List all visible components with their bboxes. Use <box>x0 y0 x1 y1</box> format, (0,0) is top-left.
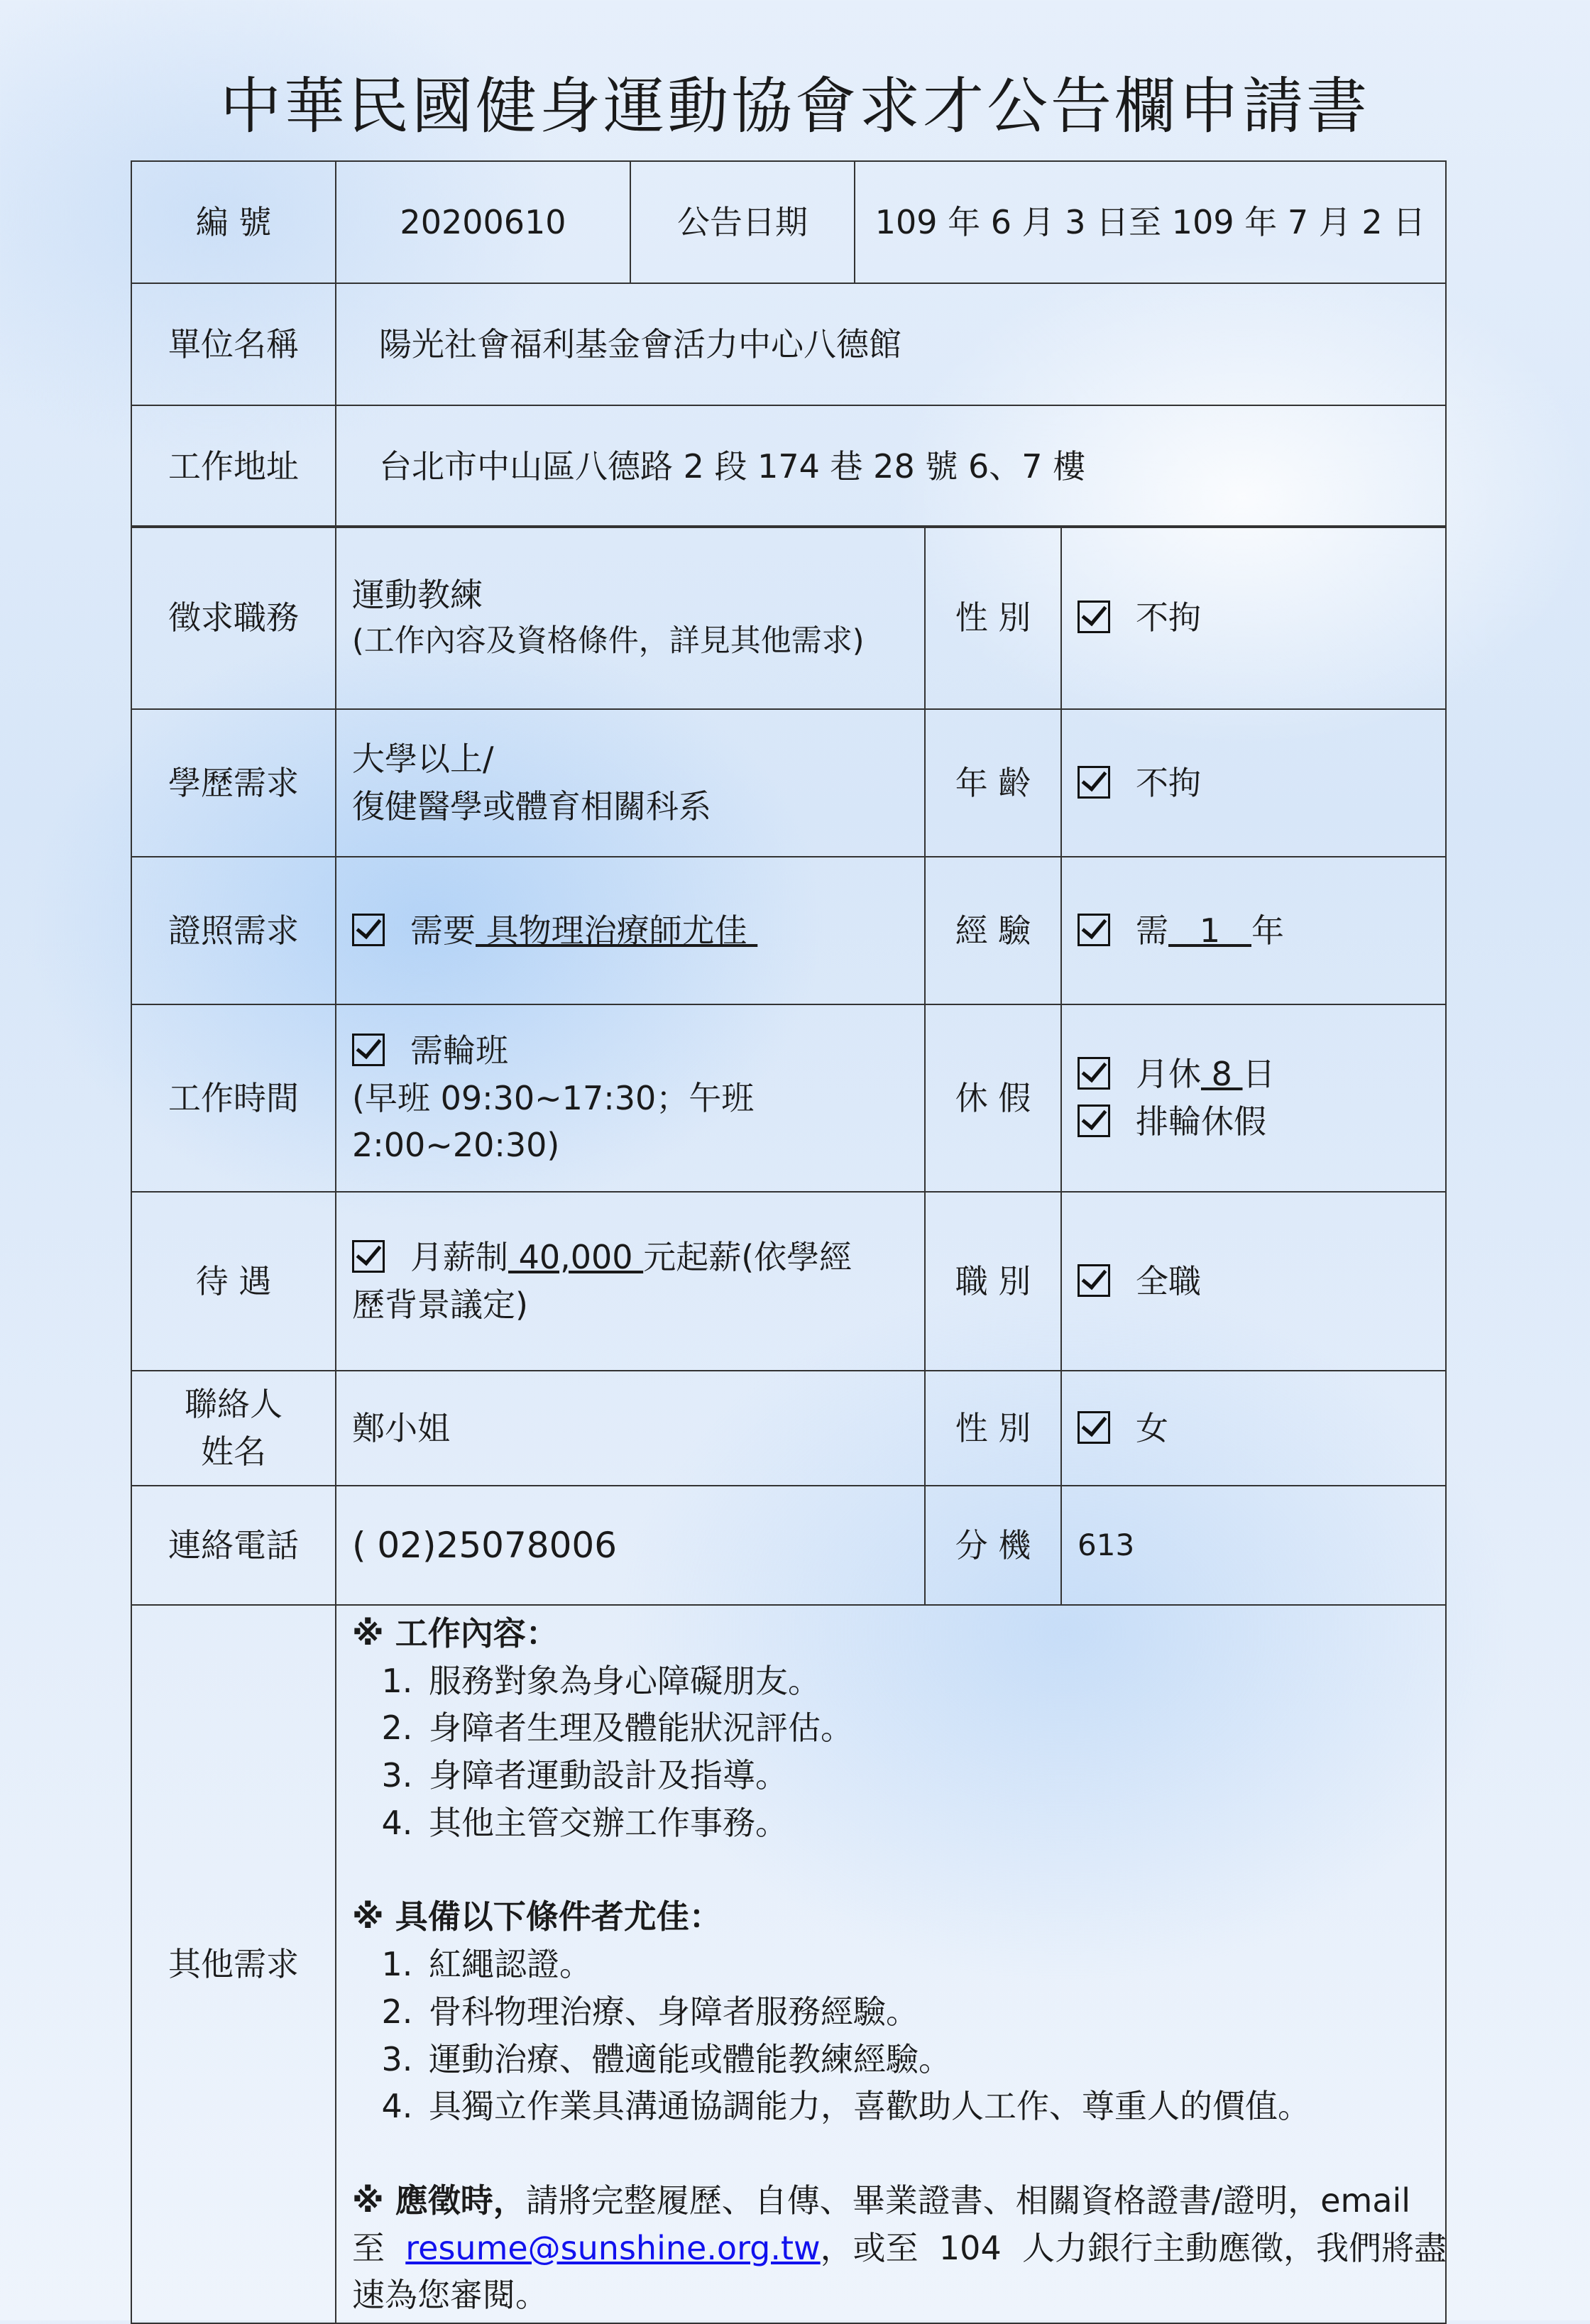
row-unit-name <box>131 283 1446 405</box>
row-phone <box>131 1486 1446 1605</box>
page-title: 中華民國健身運動協會求才公告欄申請書 <box>220 71 1370 142</box>
row-contact <box>131 1371 1446 1486</box>
salary-line2: 歷背景議定) <box>352 1286 528 1324</box>
leave-monthly-suffix: 日 <box>1242 1055 1276 1094</box>
label-work-address: 工作地址 <box>131 405 336 527</box>
preferred-heading: ※ 具備以下條件者尤佳： <box>352 1897 722 1936</box>
row-position <box>131 526 1446 709</box>
label-license: 證照需求 <box>131 857 336 1004</box>
label-salary: 待 遇 <box>131 1192 336 1371</box>
checkbox-checked-icon[interactable] <box>1078 1057 1110 1090</box>
list-item: 1. 服務對象為身心障礙朋友。 <box>423 1657 1430 1705</box>
value-education <box>336 709 925 857</box>
job-content-heading: ※ 工作內容： <box>352 1614 559 1652</box>
checkbox-checked-icon[interactable] <box>352 914 385 946</box>
row-other <box>131 1605 1446 2323</box>
checkbox-checked-icon[interactable] <box>1078 1411 1110 1444</box>
label-gender: 性 別 <box>925 526 1061 709</box>
value-unit-name: 陽光社會福利基金會活力中心八德館 <box>336 283 1446 405</box>
label-leave: 休 假 <box>925 1004 1061 1192</box>
apply-text1: 請將完整履歷、自傳、畢業證書、相關資格證書/證明，email <box>525 2181 1411 2220</box>
email-link[interactable]: resume@sunshine.org.tw <box>405 2228 821 2267</box>
row-work-time <box>131 1004 1446 1192</box>
label-phone: 連絡電話 <box>131 1486 336 1605</box>
list-item: 3. 身障者運動設計及指導。 <box>423 1752 1430 1799</box>
row-license <box>131 857 1446 1004</box>
application-form-table-lower <box>131 525 1447 2324</box>
label-number: 編 號 <box>131 161 336 283</box>
education-line2: 復健醫學或體育相關科系 <box>352 787 711 826</box>
label-work-time: 工作時間 <box>131 1004 336 1192</box>
gender-text: 不拘 <box>1136 598 1201 637</box>
salary-suffix: 元起薪(依學經 <box>643 1238 852 1277</box>
application-form-table <box>131 160 1447 528</box>
checkbox-checked-icon[interactable] <box>352 1034 385 1066</box>
checkbox-checked-icon[interactable] <box>352 1240 385 1273</box>
preferred-list <box>352 1941 1430 2130</box>
value-leave <box>1061 1004 1446 1192</box>
apply-text3: 速為您審閱。 <box>352 2276 548 2315</box>
value-age <box>1061 709 1446 857</box>
list-item: 4. 其他主管交辦工作事務。 <box>423 1799 1430 1847</box>
value-number: 20200610 <box>336 161 630 283</box>
work-time-hours: (早班 09:30~17:30；午班 2:00~20:30) <box>352 1078 755 1165</box>
leave-rotation: 排輪休假 <box>1136 1102 1266 1141</box>
job-type-text: 全職 <box>1136 1261 1201 1300</box>
value-position <box>336 526 925 709</box>
age-text: 不拘 <box>1136 763 1201 802</box>
license-prefix: 需要 <box>410 911 476 950</box>
education-line1: 大學以上/ <box>352 740 494 779</box>
list-item: 2. 骨科物理治療、身障者服務經驗。 <box>423 1988 1430 2036</box>
job-content-list <box>352 1657 1430 1847</box>
apply-text2-prefix: 至 <box>352 2228 406 2267</box>
value-salary <box>336 1192 925 1371</box>
value-gender <box>1061 526 1446 709</box>
value-job-type <box>1061 1192 1446 1371</box>
label-age: 年 齡 <box>925 709 1061 857</box>
apply-text2-suffix: ，或至 104 人力銀行主動應徵，我們將盡 <box>820 2228 1447 2267</box>
list-item: 4. 具獨立作業具溝通協調能力，喜歡助人工作、尊重人的價值。 <box>423 2083 1430 2130</box>
value-other <box>336 1605 1446 2323</box>
experience-years: 1 <box>1168 911 1251 950</box>
checkbox-checked-icon[interactable] <box>1078 766 1110 799</box>
value-extension: 613 <box>1061 1486 1446 1605</box>
apply-bold: ※ 應徵時， <box>352 2181 526 2220</box>
value-contact-name: 鄭小姐 <box>336 1371 925 1486</box>
position-note: (工作內容及資格條件，詳見其他需求) <box>352 623 865 659</box>
row-work-address <box>131 405 1446 527</box>
label-education: 學歷需求 <box>131 709 336 857</box>
label-contact: 聯絡人 姓名 <box>131 1371 336 1486</box>
checkbox-checked-icon[interactable] <box>1078 1264 1110 1297</box>
leave-monthly-prefix: 月休 <box>1136 1055 1201 1094</box>
label-position: 徵求職務 <box>131 526 336 709</box>
label-contact-gender: 性 別 <box>925 1371 1061 1486</box>
value-license <box>336 857 925 1004</box>
label-announce-date: 公告日期 <box>630 161 855 283</box>
label-extension: 分 機 <box>925 1486 1061 1605</box>
leave-monthly-days: 8 <box>1201 1055 1243 1094</box>
experience-suffix: 年 <box>1251 911 1284 950</box>
list-item: 1. 紅繩認證。 <box>423 1941 1430 1988</box>
label-unit-name: 單位名稱 <box>131 283 336 405</box>
row-education <box>131 709 1446 857</box>
checkbox-checked-icon[interactable] <box>1078 1105 1110 1137</box>
salary-amount: 40,000 <box>508 1238 644 1277</box>
list-item: 2. 身障者生理及體能狀況評估。 <box>423 1704 1430 1752</box>
value-contact-gender <box>1061 1371 1446 1486</box>
value-experience <box>1061 857 1446 1004</box>
list-item: 3. 運動治療、體適能或體能教練經驗。 <box>423 2036 1430 2083</box>
row-number <box>131 161 1446 283</box>
value-work-time <box>336 1004 925 1192</box>
salary-prefix: 月薪制 <box>410 1238 508 1277</box>
label-other: 其他需求 <box>131 1605 336 2323</box>
checkbox-checked-icon[interactable] <box>1078 601 1110 633</box>
checkbox-checked-icon[interactable] <box>1078 914 1110 946</box>
value-phone: ( 02)25078006 <box>336 1486 925 1605</box>
position-title: 運動教練 <box>352 576 483 615</box>
license-detail: 具物理治療師尤佳 <box>476 911 758 950</box>
value-announce-date: 109 年 6 月 3 日至 109 年 7 月 2 日 <box>855 161 1446 283</box>
contact-gender-text: 女 <box>1136 1408 1168 1447</box>
experience-prefix: 需 <box>1136 911 1168 950</box>
row-salary <box>131 1192 1446 1371</box>
label-experience: 經 驗 <box>925 857 1061 1004</box>
apply-paragraph <box>352 2177 1447 2319</box>
value-work-address: 台北市中山區八德路 2 段 174 巷 28 號 6、7 樓 <box>336 405 1446 527</box>
label-job-type: 職 別 <box>925 1192 1061 1371</box>
work-time-shift: 需輪班 <box>410 1031 508 1070</box>
